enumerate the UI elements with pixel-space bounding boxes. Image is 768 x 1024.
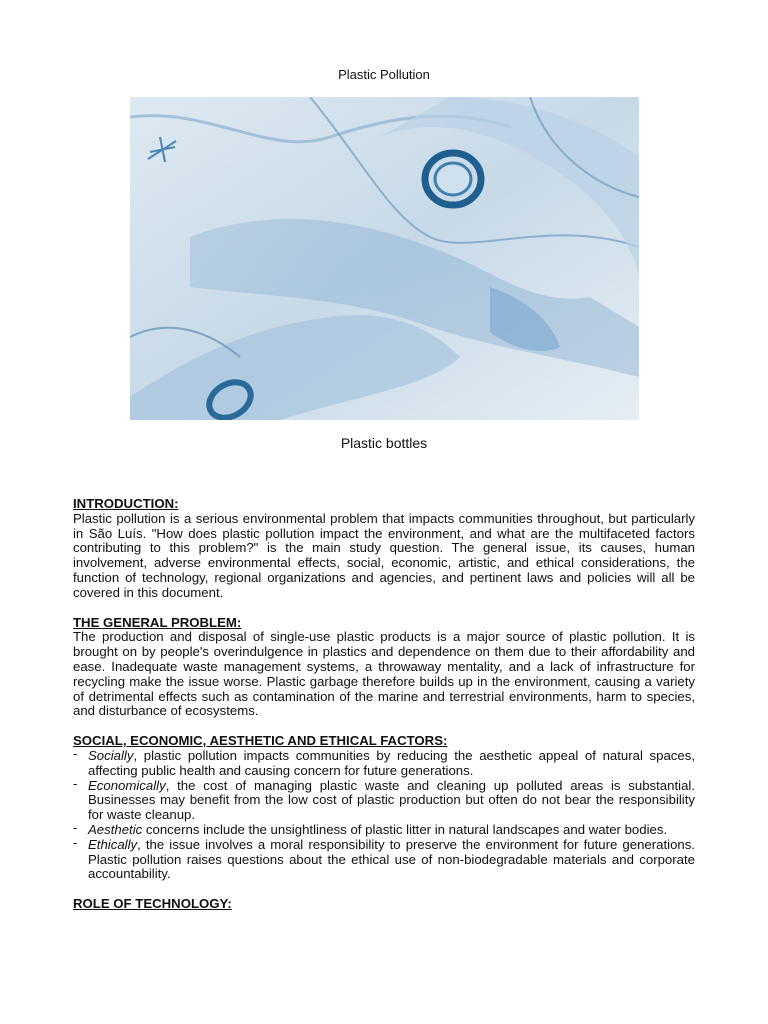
dash-bullet: -: [73, 819, 78, 835]
document-title: Plastic Pollution: [338, 67, 430, 82]
dash-bullet: -: [73, 745, 78, 761]
factor-term: Economically: [88, 777, 166, 793]
factor-text: concerns include the unsightliness of plastic litter in natural landscapes and water bodies.: [142, 821, 668, 837]
factor-text: , the cost of managing plastic waste and cleaning up polluted areas is substantial. Businesses may benefit from the low cost of plastic production but often do not bear the responsibility for waste cleanup.: [88, 777, 695, 823]
introduction-heading: INTRODUCTION:: [73, 496, 179, 511]
general-problem-heading: THE GENERAL PROBLEM:: [73, 614, 242, 630]
factors-heading: SOCIAL, ECONOMIC, AESTHETIC AND ETHICAL FACTORS:: [73, 733, 448, 749]
list-item: [73, 745, 695, 779]
technology-section: [73, 897, 695, 912]
factor-term: Aesthetic: [88, 821, 143, 837]
document-body: [73, 497, 695, 927]
list-item: [73, 819, 695, 838]
dash-bullet: -: [73, 834, 78, 850]
technology-heading: ROLE OF TECHNOLOGY:: [73, 896, 232, 912]
introduction-section: [73, 497, 695, 601]
factor-term: Socially: [88, 747, 134, 763]
list-item: [73, 775, 695, 823]
plastic-bottles-photo: [130, 97, 639, 420]
factor-text: , plastic pollution impacts communities by reducing the aesthetic appeal of natural spaces, affecting public health and causing concern for future generations.: [88, 747, 695, 778]
general-problem-paragraph: The production and disposal of single-use plastic products is a major source of plastic pollution. It is brought on by people's overindulgence in plastics and dependence on them due to their affordability and ease. Inadequate waste management systems, a throwaway mentality, and a lack of infrastructure for recycling make the issue worse. Plastic garbage therefore builds up in the environment, causing a variety of detrimental effects such as contamination of the marine and terrestrial environments, harm to species, and disturbance of ecosystems.: [73, 629, 695, 719]
image-caption: Plastic bottles: [340, 435, 428, 451]
factors-list: [73, 745, 695, 882]
factor-text: , the issue involves a moral responsibility to preserve the environment for future generations. Plastic pollution raises questions about the ethical use of non-biodegradable materials and corporate accountability.: [88, 836, 695, 882]
factor-term: Ethically: [88, 836, 138, 852]
list-item: [73, 834, 695, 882]
factors-section: [73, 734, 695, 882]
dash-bullet: -: [73, 775, 78, 791]
general-problem-section: [73, 616, 695, 720]
introduction-paragraph: Plastic pollution is a serious environmental problem that impacts communities throughout, but particularly in São Luís. "How does plastic pollution impact the environment, and what are the multifaceted factors contributing to this problem?" is the main study question. The general issue, its causes, human involvement, adverse environmental effects, social, economic, artistic, and ethical considerations, the function of technology, regional organizations and agencies, and pertinent laws and policies will all be covered in this document.: [73, 510, 695, 600]
